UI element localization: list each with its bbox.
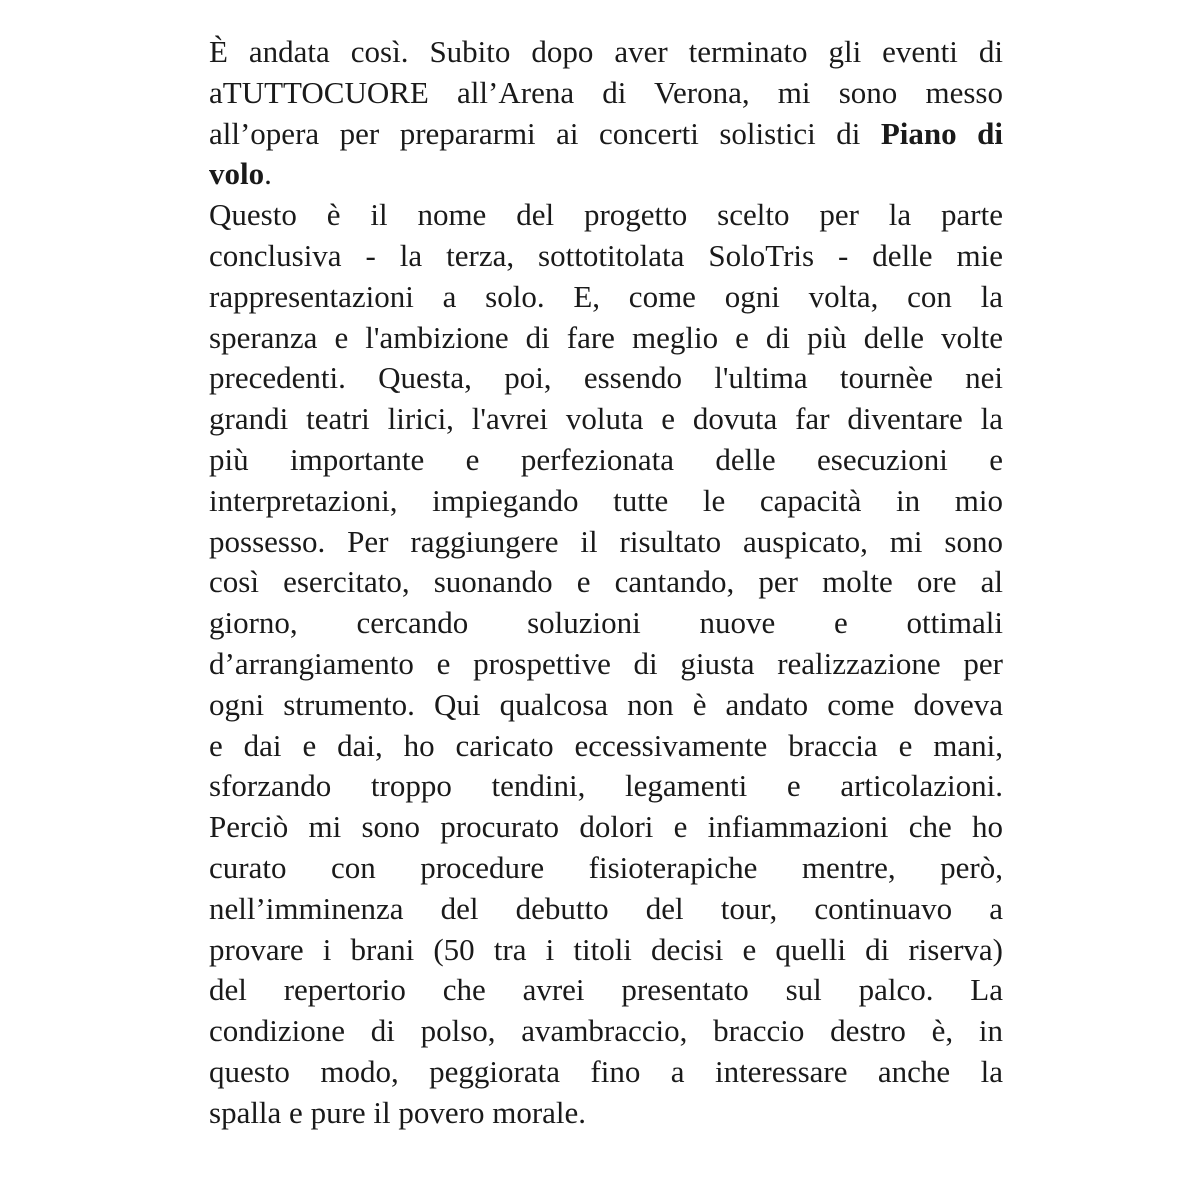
text-line: È andata così. Subito dopo aver terminato gli eventi di <box>209 34 1003 69</box>
text-line: giorno, cercando soluzioni nuove e ottimali <box>209 605 1003 641</box>
text-line: precedenti. Questa, poi, essendo l'ultima tournèe nei <box>209 360 1003 396</box>
text-line: aTUTTOCUORE all’Arena di Verona, mi sono messo <box>209 74 1003 110</box>
text-line: curato con procedure fisioterapiche mentre, però, <box>209 849 1003 885</box>
text-line: interpretazioni, impiegando tutte le capacità in mio <box>209 482 1003 518</box>
text-line: conclusiva - la terza, sottotitolata SoloTris - delle mie <box>209 237 1003 273</box>
project-title-bold: volo <box>209 156 265 192</box>
text-line: sforzando troppo tendini, legamenti e articolazioni. <box>209 768 1003 804</box>
text-line: così esercitato, suonando e cantando, per molte ore al <box>209 564 1003 600</box>
text-segment: . <box>264 156 272 192</box>
paragraph-1 <box>209 32 1003 195</box>
text-line: questo modo, peggiorata fino a interessare anche la <box>209 1053 1003 1089</box>
text-line: possesso. Per raggiungere il risultato auspicato, mi sono <box>209 523 1003 559</box>
text-line <box>209 154 1003 195</box>
text-line: d’arrangiamento e prospettive di giusta realizzazione per <box>209 645 1003 681</box>
text-line: nell’imminenza del debutto del tour, continuavo a <box>209 890 1003 926</box>
text-line: più importante e perfezionata delle esecuzioni e <box>209 441 1003 477</box>
text-line: condizione di polso, avambraccio, braccio destro è, in <box>209 1013 1003 1049</box>
text-line <box>209 114 1003 155</box>
text-line: ogni strumento. Qui qualcosa non è andato come doveva <box>209 686 1003 722</box>
text-line: Perciò mi sono procurato dolori e infiammazioni che ho <box>209 809 1003 845</box>
text-line: grandi teatri lirici, l'avrei voluta e dovuta far diventare la <box>209 401 1003 437</box>
text-segment: all’opera per prepararmi ai concerti solistici di <box>209 115 881 151</box>
text-line: speranza e l'ambizione di fare meglio e di più delle volte <box>209 319 1003 355</box>
project-title-bold: Piano di <box>880 115 1003 151</box>
text-line: rappresentazioni a solo. E, come ogni volta, con la <box>209 278 1003 314</box>
text-line: del repertorio che avrei presentato sul palco. La <box>209 972 1003 1008</box>
text-line: e dai e dai, ho caricato eccessivamente braccia e mani, <box>209 727 1003 763</box>
document-page <box>209 32 1003 1134</box>
paragraph-2 <box>209 195 1003 1133</box>
text-line: Questo è il nome del progetto scelto per la parte <box>209 197 1003 233</box>
text-line: spalla e pure il povero morale. <box>209 1094 587 1130</box>
text-line: provare i brani (50 tra i titoli decisi e quelli di riserva) <box>209 931 1003 967</box>
